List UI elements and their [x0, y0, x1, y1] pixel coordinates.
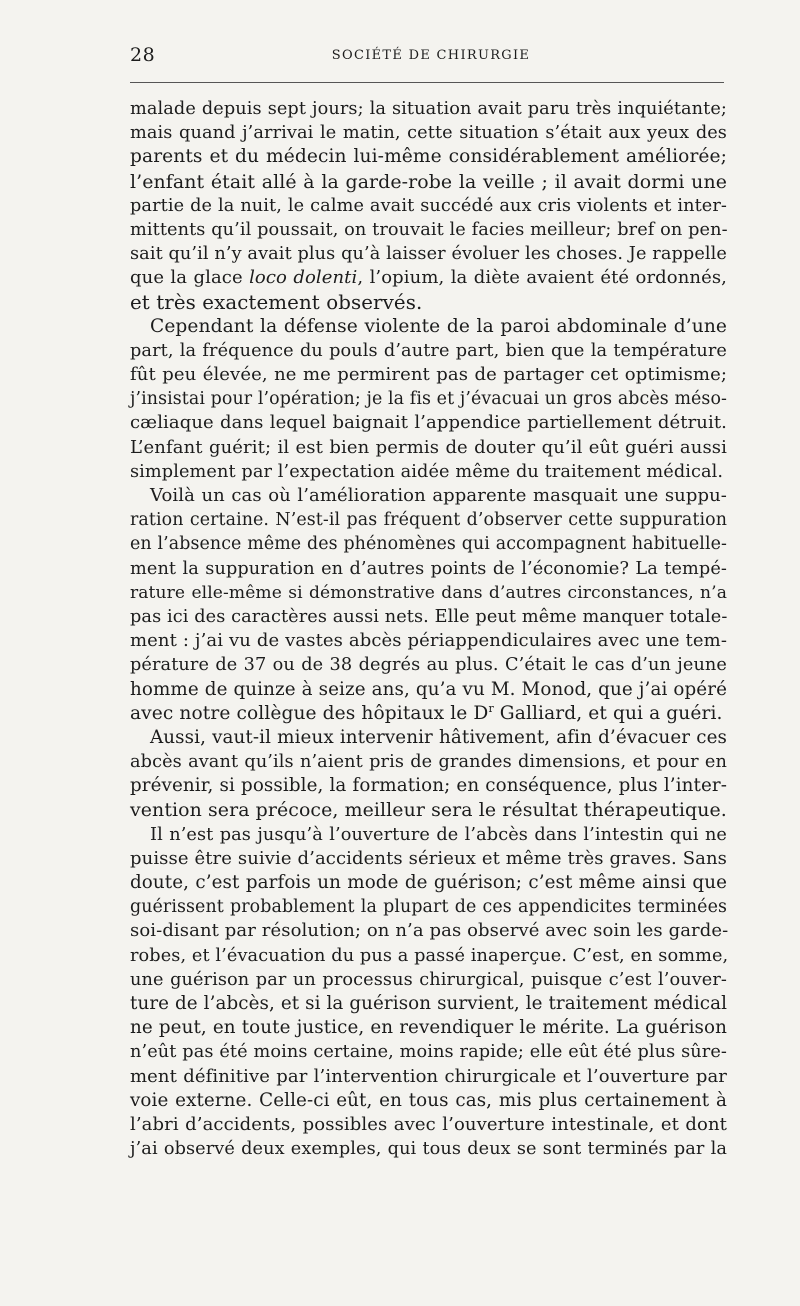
- text-line: ment : j’ai vu de vastes abcès périappendiculaires avec une tem-: [130, 630, 727, 652]
- superscript: r: [488, 701, 494, 715]
- text-line: guérissent probablement la plupart de ces appendicites terminées: [130, 897, 727, 918]
- text-line: ne peut, en toute justice, en revendiquer le mérite. La guérison: [130, 1017, 727, 1039]
- text-line: voie externe. Celle-ci eût, en tous cas, mis plus certainement à: [130, 1089, 727, 1111]
- text-line: Voilà un cas où l’amélioration apparente masquait une suppu-: [150, 485, 727, 506]
- text-line: une guérison par un processus chirurgical, puisque c’est l’ouver-: [130, 969, 727, 990]
- text-line: soi-disant par résolution; on n’a pas observé avec soin les garde-: [130, 920, 729, 942]
- text-line: fût peu élevée, ne me permirent pas de partager cet optimisme;: [130, 364, 727, 386]
- text-line: Il n’est pas jusqu’à l’ouverture de l’abcès dans l’intestin qui ne: [150, 824, 727, 845]
- text-line: pérature de 37 ou de 38 degrés au plus. C’était le cas d’un jeune: [130, 655, 727, 676]
- page-number: 28: [130, 44, 156, 66]
- text-segment: avec notre collègue des hôpitaux le D: [130, 702, 489, 724]
- text-line: vention sera précoce, meilleur sera le résultat thérapeutique.: [130, 799, 727, 822]
- text-line: mais quand j’arrivai le matin, cette situation s’était aux yeux des: [130, 123, 727, 144]
- text-segment: Galliard, et qui a guéri.: [493, 702, 723, 724]
- text-line: abcès avant qu’ils n’aient pris de grandes dimensions, et pour en: [130, 752, 727, 773]
- text-line: simplement par l’expectation aidée même du traitement médical.: [130, 461, 724, 482]
- text-line: j’insistai pour l’opération; je la fis et j’évacuai un gros abcès méso-: [130, 389, 727, 410]
- header-rule: [130, 82, 724, 83]
- text-line: robes, et l’évacuation du pus a passé inaperçue. C’est, en somme,: [130, 945, 729, 966]
- text-line: homme de quinze à seize ans, qu’a vu M. Monod, que j’ai opéré: [130, 678, 727, 700]
- text-line: doute, c’est parfois un mode de guérison; c’est même ainsi que: [130, 872, 727, 893]
- text-line: L’enfant guérit; il est bien permis de douter qu’il eût guéri aussi: [130, 436, 727, 458]
- text-line: ture de l’abcès, et si la guérison survient, le traitement médical: [130, 992, 728, 1014]
- italic-phrase: loco dolenti: [249, 267, 358, 289]
- running-title: SOCIÉTÉ DE CHIRURGIE: [331, 48, 531, 63]
- text-line: ment définitive par l’intervention chirurgicale et l’ouverture par: [130, 1065, 727, 1087]
- text-line: et très exactement observés.: [130, 290, 423, 314]
- body-text: [130, 97, 727, 1161]
- text-line: n’eût pas été moins certaine, moins rapide; elle eût été plus sûre-: [130, 1042, 727, 1063]
- text-line: Cependant la défense violente de la paroi abdominale d’une: [150, 315, 727, 337]
- text-line: malade depuis sept jours; la situation avait paru très inquiétante;: [130, 99, 727, 119]
- text-line: rature elle-même si démonstrative dans d’autres circonstances, n’a: [130, 582, 727, 603]
- text-line: ment la suppuration en d’autres points de l’économie? La tempé-: [130, 558, 727, 579]
- text-line: prévenir, si possible, la formation; en conséquence, plus l’inter-: [130, 775, 727, 797]
- text-line: l’abri d’accidents, possibles avec l’ouverture intestinale, et dont: [130, 1113, 727, 1135]
- text-line: en l’absence même des phénomènes qui accompagnent habituelle-: [130, 534, 727, 555]
- text-line: sait qu’il n’y avait plus qu’à laisser évoluer les choses. Je rappelle: [130, 244, 727, 265]
- text-line: part, la fréquence du pouls d’autre part, bien que la température: [130, 340, 727, 361]
- text-line: l’enfant était allé à la garde-robe la veille ; il avait dormi une: [130, 170, 727, 193]
- text-segment: que la glace: [130, 267, 250, 289]
- text-line: mittents qu’il poussait, on trouvait le facies meilleur; bref on pen-: [130, 219, 728, 240]
- text-line: ration certaine. N’est-il pas fréquent d’observer cette suppuration: [130, 510, 727, 531]
- text-line: parents et du médecin lui-même considérablement améliorée;: [130, 146, 727, 168]
- text-line: j’ai observé deux exemples, qui tous deux se sont terminés par la: [130, 1139, 727, 1160]
- text-line: [130, 266, 727, 290]
- text-segment: , l’opium, la diète avaient été ordonnés,: [357, 267, 728, 289]
- page-header: [130, 44, 724, 72]
- text-line: pas ici des caractères aussi nets. Elle peut même manquer totale-: [130, 606, 728, 627]
- text-line: cæliaque dans lequel baignait l’appendice partiellement détruit.: [130, 412, 727, 434]
- text-line: Aussi, vaut-il mieux intervenir hâtivement, afin d’évacuer ces: [150, 726, 727, 748]
- text-line: puisse être suivie d’accidents sérieux et même très graves. Sans: [130, 847, 727, 869]
- text-line: [130, 702, 727, 726]
- text-line: partie de la nuit, le calme avait succédé aux cris violents et inter-: [130, 195, 727, 216]
